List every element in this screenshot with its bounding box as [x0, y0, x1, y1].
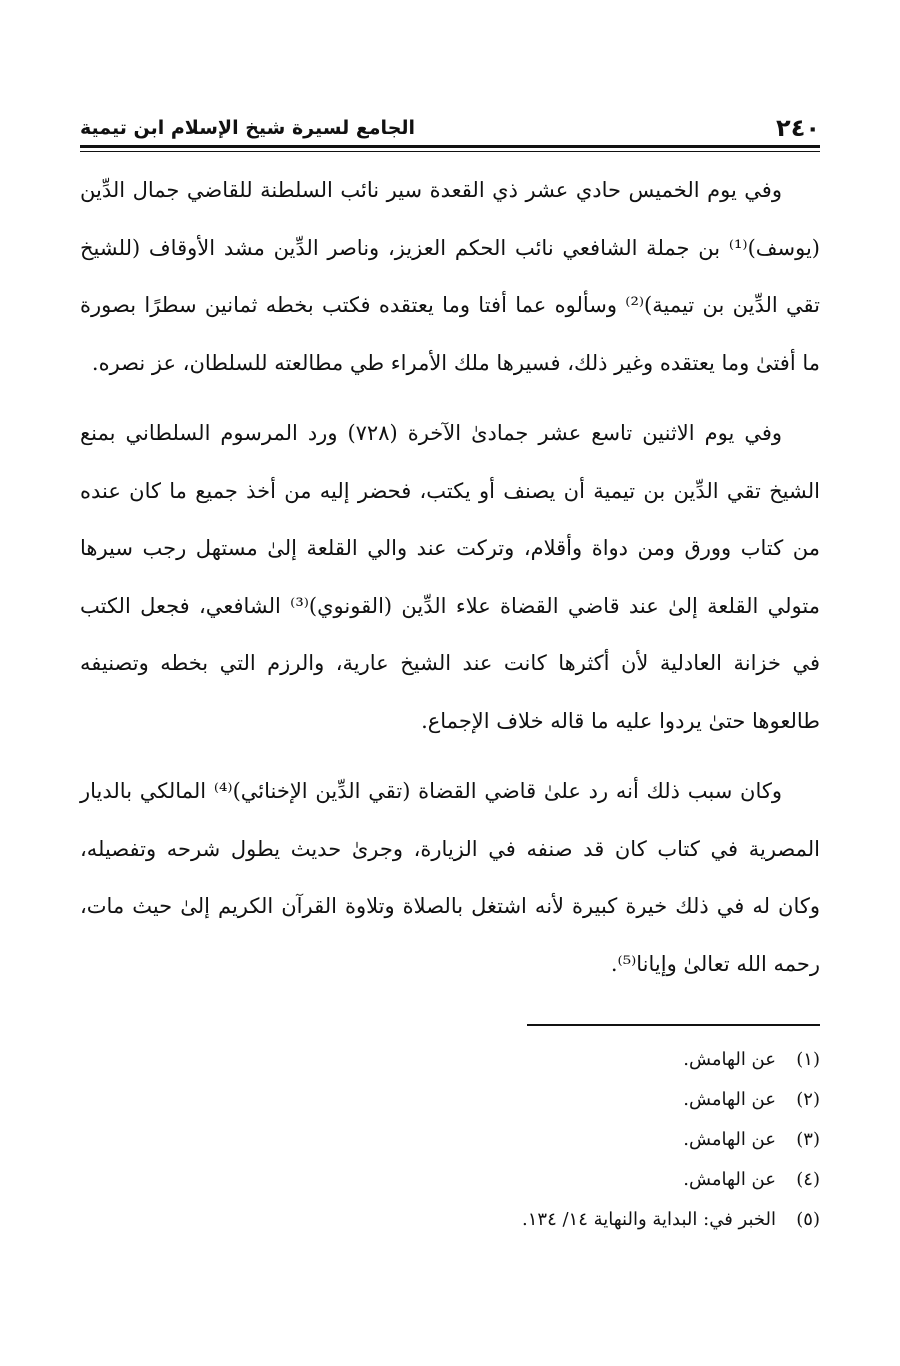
header-rule-thin — [80, 151, 820, 152]
header-rule — [80, 145, 820, 148]
main-text — [80, 162, 820, 1006]
footnote-number: (١) — [796, 1049, 820, 1070]
footnote-number: (٣) — [796, 1129, 820, 1150]
paragraph: وفي يوم الخميس حادي عشر ذي القعدة سير نائب السلطنة للقاضي جمال الدِّين (يوسف)⁽¹⁾ بن جملة الشافعي نائب الحكم العزيز، وناصر الدِّين مشد الأوقاف (للشيخ تقي الدِّين بن تيمية)⁽²⁾ وسألوه عما أفتا وما يعتقده فكتب بخطه ثمانين سطرًا بصورة ما أفتىٰ وما يعتقده وغير ذلك، فسيرها ملك الأمراء طي مطالعته للسلطان، عز نصره. — [80, 178, 820, 375]
paragraph: وفي يوم الاثنين تاسع عشر جمادىٰ الآخرة (٧٢٨) ورد المرسوم السلطاني بمنع الشيخ تقي الدِّين بن تيمية أن يصنف أو يكتب، فحضر إليه من أخذ جميع ما كان عنده من كتاب وورق ومن دواة وأقلام، وتركت عند والي القلعة إلىٰ مستهل رجب سيرها متولي القلعة إلىٰ عند قاضي القضاة علاء الدِّين (القونوي)⁽³⁾ الشافعي، فجعل الكتب في خزانة العادلية لأن أكثرها كانت عند الشيخ عارية، والرزم التي بخطه وتصنيفه طالعوها حتىٰ يردوا عليه ما قاله خلاف الإجماع. — [80, 421, 820, 733]
footnote-number: (٢) — [796, 1089, 820, 1110]
footnote-text: عن الهامش. — [683, 1129, 776, 1150]
paragraph: وكان سبب ذلك أنه رد علىٰ قاضي القضاة (تقي الدِّين الإخنائي)⁽⁴⁾ المالكي بالديار المصرية في كتاب كان قد صنفه في الزيارة، وجرىٰ حديث يطول شرحه وتفصيله، وكان له في ذلك خيرة كبيرة لأنه اشتغل بالصلاة وتلاوة القرآن الكريم إلىٰ حيث مات، رحمه الله تعالىٰ وإيانا⁽⁵⁾. — [80, 779, 820, 976]
running-title: الجامع لسيرة شيخ الإسلام ابن تيمية — [80, 117, 416, 139]
footnotes — [260, 1040, 820, 1240]
footnote-text: عن الهامش. — [683, 1049, 776, 1070]
footnote-text: الخبر في: البداية والنهاية ١٤/ ١٣٤. — [522, 1209, 776, 1230]
footnote-number: (٤) — [796, 1169, 820, 1190]
footnote-item — [260, 1160, 820, 1200]
footnote-item — [260, 1040, 820, 1080]
footnote-number: (٥) — [796, 1209, 820, 1230]
footnote-text: عن الهامش. — [683, 1169, 776, 1190]
footnote-separator — [527, 1024, 820, 1026]
page-header — [80, 112, 820, 144]
footnote-item — [260, 1200, 820, 1240]
page-number: ٢٤٠ — [776, 114, 820, 142]
footnote-item — [260, 1120, 820, 1160]
footnote-text: عن الهامش. — [683, 1089, 776, 1110]
footnote-item — [260, 1080, 820, 1120]
